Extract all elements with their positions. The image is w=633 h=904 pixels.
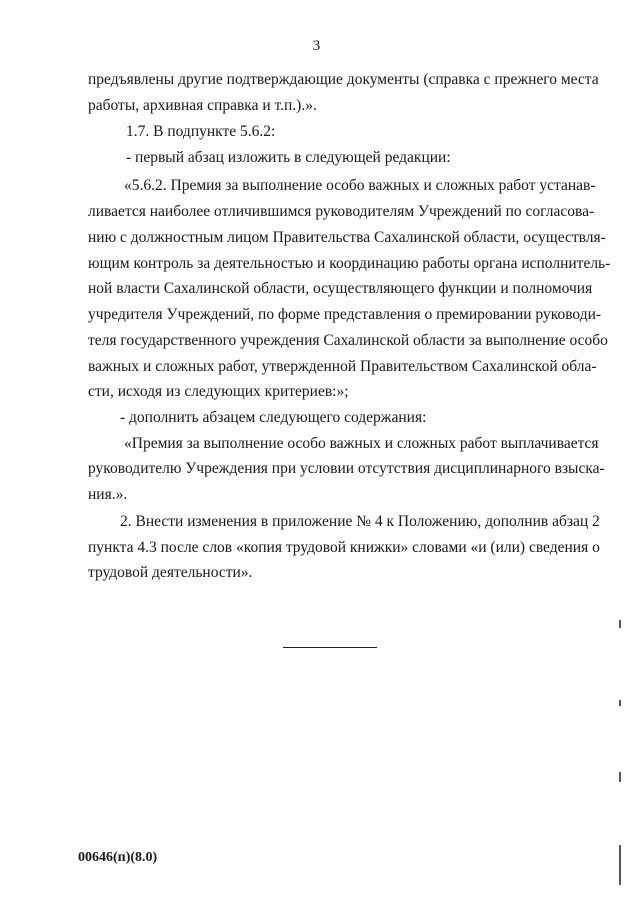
text-line: «Премия за выполнение особо важных и сложных работ выплачивается <box>124 435 599 452</box>
text-line: ливается наиболее отличившимся руководителям Учреждений по согласова- <box>88 203 595 220</box>
text-line: - первый абзац изложить в следующей редакции: <box>126 149 451 166</box>
text-line: ной власти Сахалинской области, осуществляющего функции и полномочия <box>88 280 593 297</box>
text-line: руководителю Учреждения при условии отсутствия дисциплинарного взыска- <box>88 460 605 477</box>
text-line: сти, исходя из следующих критериев:»; <box>88 383 349 400</box>
scan-edge-mark <box>619 700 621 706</box>
text-line: предъявлены другие подтверждающие документы (справка с прежнего места <box>88 71 599 88</box>
text-line: 2. Внести изменения в приложение № 4 к Положению, дополнив абзац 2 <box>120 513 600 530</box>
page-number: 3 <box>312 38 321 54</box>
text-line: теля государственного учреждения Сахалинской области за выполнение особо <box>88 332 608 349</box>
end-divider-line <box>283 647 377 648</box>
text-line: нию с должностным лицом Правительства Сахалинской области, осуществля- <box>88 229 606 246</box>
text-line: учредителя Учреждений, по форме представления о премировании руководи- <box>88 306 602 323</box>
scan-edge-mark <box>619 845 621 885</box>
text-line: 1.7. В подпункте 5.6.2: <box>126 123 276 140</box>
text-line: ния.». <box>88 486 128 503</box>
text-line: - дополнить абзацем следующего содержания: <box>120 409 427 426</box>
text-line: работы, архивная справка и т.п.).». <box>88 97 317 114</box>
text-line: пункта 4.3 после слов «копия трудовой книжки» словами «и (или) сведения о <box>88 539 600 556</box>
footer-document-code: 00646(п)(8.0) <box>78 850 158 865</box>
text-line: важных и сложных работ, утвержденной Правительством Сахалинской обла- <box>88 358 597 375</box>
scan-edge-mark <box>619 772 621 782</box>
text-line: «5.6.2. Премия за выполнение особо важных и сложных работ устанав- <box>124 177 596 194</box>
text-line: трудовой деятельности». <box>88 564 253 581</box>
text-line: ющим контроль за деятельностью и координацию работы органа исполнитель- <box>88 255 611 272</box>
scan-edge-mark <box>619 620 621 628</box>
